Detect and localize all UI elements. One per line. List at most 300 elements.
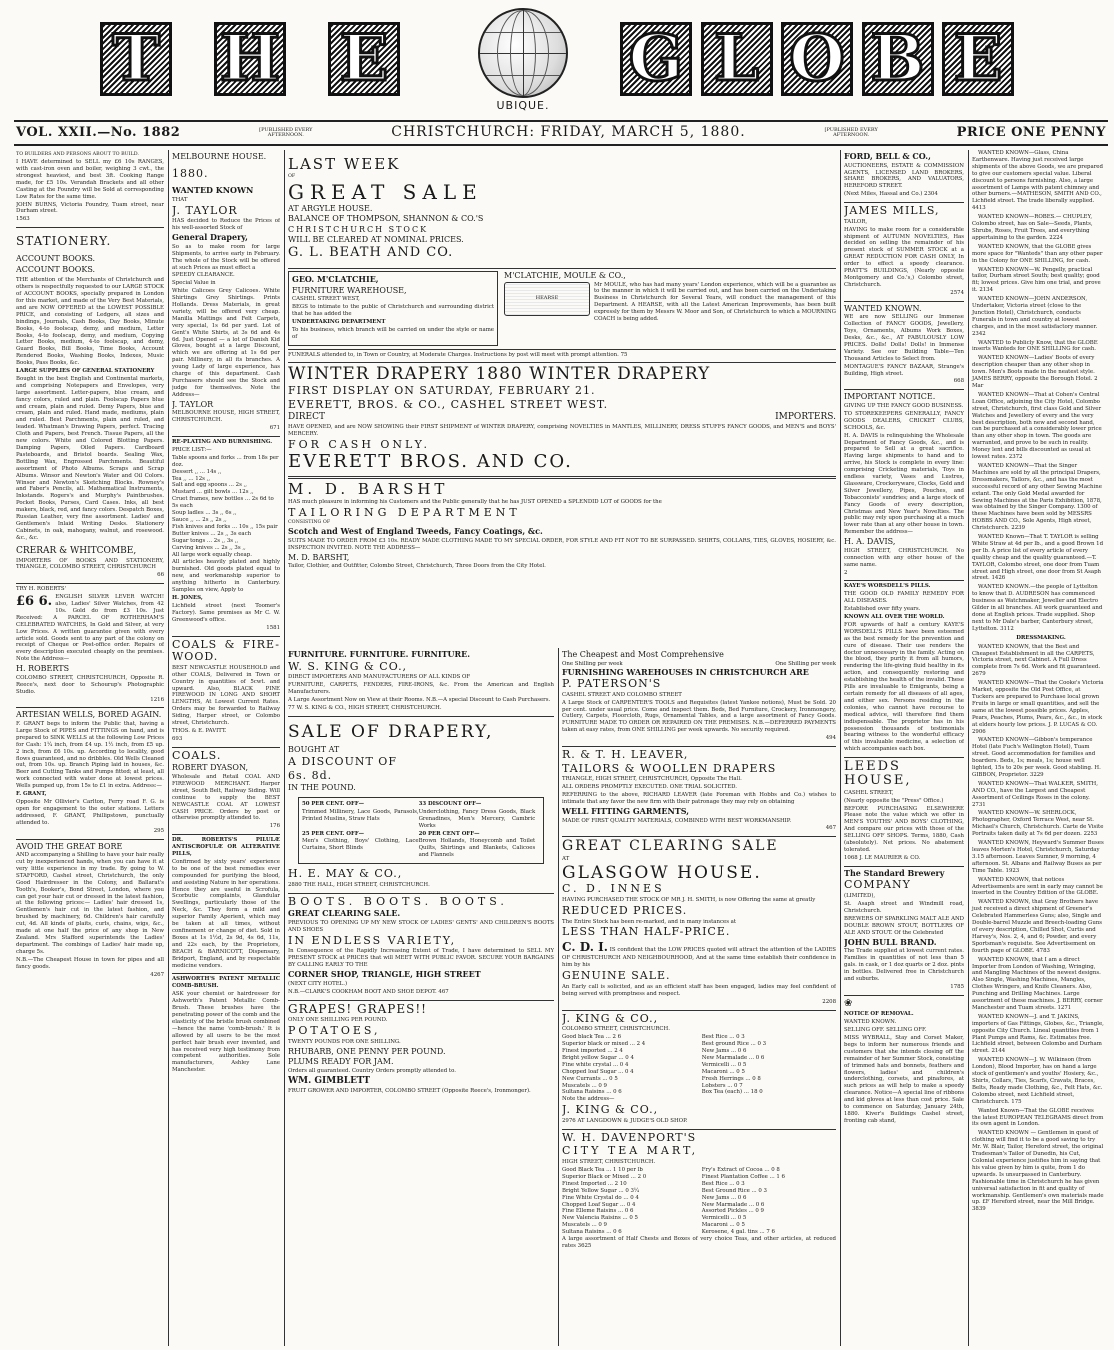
ad-heading: FURNITURE. FURNITURE. FURNITURE. — [288, 649, 471, 659]
wanted-item: WANTED KNOWN—That the Cooke's Victoria Market, opposite the Old Post Office, at Tuckers are prepared to Purchase local grown Fruits in large or small quantities, and sell the same at the lowest possible prices. Apples, Pears, Peaches, Plums, Pears, &c., &c., in stock at elders hourly low prices. J. P. LUCAS & CO. 2906 — [972, 680, 1104, 735]
ad-heading: The Cheapest and Most Comprehensive — [562, 650, 724, 659]
ad-subheading: UNDERTAKING DEPARTMENT — [292, 318, 386, 325]
ad-subheading: LESS THAN HALF-PRICE. — [562, 925, 731, 939]
ad-body: H. A. DAVIS is relinquishing the Wholesale Department of Fancy Goods, &c., and is prepared to Sell at a great sacrifice. Having large shipments to hand and to arrive, his Stock is complete in every line: comprising Cricketing materials, Toys in endless variety, Vases and Lustres, Glassware, Crockeryware, Clocks, Gold and Silver Jewellery, Pipes, Pouches, and Tobacconists' sundries; and a large stock of Fancy Goods of every description, Christmas and New Year's Novelties. The public may rely upon purchasing at a much lower rate than at any other house in town. Remember the address— — [844, 432, 964, 536]
price-row: Macaroni ... 0 5 — [701, 1222, 745, 1229]
ad-subheading: DIRECT IMPORTERS AND MANUFACTURERS OF ALL KINDS OF — [288, 674, 471, 681]
masthead-letter: O — [781, 22, 853, 96]
ad-subheading: FURNITURE WAREHOUSE, — [292, 285, 407, 295]
wanted-item: WANTED KNOWN—JOHN ANDERSON, Undertaker, Victoria street (close to the Junction Hotel), Christchurch, conducts Funerals in town and country at lowest charges, and in the most satisfactory manner. 2342 — [972, 296, 1098, 337]
masthead — [100, 8, 1014, 112]
ad-subheading: AT ARGYLE HOUSE. — [288, 203, 373, 213]
column-2 — [170, 150, 282, 1346]
ad-firm-name: H. A. DAVIS, — [844, 537, 896, 547]
ad-heading: WANTED KNOWN. — [844, 303, 922, 313]
ad-firm-name: J. KING & CO., — [562, 1103, 659, 1117]
ad-heading: GREAT CLEARING SALE — [562, 838, 779, 855]
price-row: Dessert ,, ... 14s ,, — [172, 468, 222, 475]
masthead-letter: H — [214, 22, 286, 96]
ad-subheading: TO STOREKEEPERS GENERALLY, FANCY GOODS DEALERS, CRICKET CLUBS, SCHOOLS, &c. — [844, 410, 964, 431]
price-row: Cruet frames, new bottles ... 2s 6d to 5s each — [172, 496, 274, 510]
wanted-item: WANTED KNOWN—That WALKER, SMITH, AND CO., have the Largest and Cheapest Assortment of Ceilings Roses in the colony. 2731 — [972, 780, 1098, 808]
ad-note: A large assortment of Half Chests and Boxes of very choice Teas, and other articles, at reduced rates 3625 — [562, 1236, 836, 1249]
price-row: Best Ground Rice ... 0 3 — [701, 1187, 767, 1194]
price-row: Fry's Extract of Cocoa ... 0 8 — [701, 1166, 780, 1173]
ad-body: Mr MOULE, who has had many years' London experience, which will be a guarantee as to the manner in which it will be carried out, and has been carried on the Undertaking Business in Christchurch for Several Years, will conduct the management of this Department. A HEARSE, with all the Latest American Improvements, has been built expressly for them by Messrs W. Moor and Son, of Christchurch to which a MOURNING COACH is being added. — [594, 281, 836, 323]
price-row: Finest Imported ... 2 10 — [562, 1180, 627, 1187]
ad-number: 2208 — [822, 998, 836, 1005]
ad-sale-of-drapery — [288, 717, 554, 894]
ad-subheading: PRICE LIST:— — [172, 446, 212, 453]
ad-mclatchie — [288, 269, 836, 350]
ad-body: WE are now SELLING our Immense Collection of FANCY GOODS, Jewellery, Toys, Ornaments, Albums Work Boxes, Desks, &c., &c., AT FABULOUSLY LOW PRICES. Dolls! Dolls! Dolls! in Immense Variety. See our Building Table—Ten Thousand Articles to Select from. — [844, 314, 964, 362]
ad-removal-notice — [844, 996, 964, 1129]
ad-barsht — [288, 479, 836, 574]
price-row: Macaroni ... 0 5 — [701, 1068, 745, 1075]
discount-list: Trimmed Millinery, Lace Goods, Parasols, Printed Muslins, Straw Hats — [302, 808, 419, 822]
ad-body: In Consequence of the Rapidly Increasing Extent of Trade, I have determined to SELL MY PRESENT STOCK at PRICES that will MEET WITH PUBLIC FAVOR. SECURE YOUR BARGAINS BY CALLING EARLY TO THE — [288, 948, 554, 969]
discount-list: Brown Hollands, Honeycomb and Toilet Quilts, Shirtings and Blankets, Calicoes and Flannels — [418, 838, 536, 859]
discount-list: Underclothing, Fancy Dress Goods, Black Grenadines, Men's Mercery, Cambric Works — [418, 808, 536, 829]
wanted-item: WANTED KNOWN—W. SHERLOCK, Photographer, Oxford Terrace West, near St. Michael's Church, Christchurch. Carte de Visite Portraits taken daily at 7s 6d per dozen. 2253 — [972, 810, 1104, 838]
ad-subheading: WELL FITTING GARMENTS, — [562, 805, 690, 816]
price-row: New Jams ... 0 6 — [701, 1194, 747, 1201]
ad-firm-name: COMPANY — [844, 878, 911, 892]
ad-subheading: GENUINE SALE. — [562, 969, 671, 983]
ad-number: 668 — [953, 378, 964, 385]
ad-body: A Large Assortment Now on View at their Rooms. N.B.—A special Discount to Cash Purchasers. — [288, 696, 551, 703]
ad-body: ENGLISH SILVER LEVER WATCH! also, Ladies' Silver Watches, from 42 10s. Gold do from £3 10s. Just Received: A PARCEL OF ROTHERHAM'S CELEBRATED WATCHES, In Gold and Silver, at very Low Prices. A written guarantee given with every article sold. Goods sent to any part of the colony on receipt of Cheque or Post-office order. Repairs of every description executed cheaply on the premises. Note the Address— — [16, 594, 164, 663]
price-row: Muscatels ... 0 9 — [562, 1082, 607, 1089]
ad-address: CASHEL STREET WEST, — [292, 296, 360, 303]
ad-firm-name: F. GRANT, — [16, 791, 47, 798]
globe-icon — [478, 8, 568, 98]
ad-heading: TO BUILDERS AND PERSONS ABOUT TO BUILD. — [16, 152, 139, 157]
ad-montague — [844, 302, 964, 391]
ad-number: 467 — [825, 825, 836, 832]
wanted-item: WANTED KNOWN, that notices Advertisements are sent in early may cannot be inserted in the Country Edition of the GLOBE. — [972, 876, 1103, 897]
price-row: Lobsters ... 0 7 — [701, 1082, 743, 1089]
ad-subheading: WILL BE CLEARED AT NOMINAL PRICES. — [288, 235, 464, 245]
price-row: Best ground Rice ... 0 3 — [701, 1041, 767, 1048]
ad-firm-name: CRERAR & WHITCOMBE, — [16, 545, 137, 556]
masthead-left-word — [100, 22, 400, 96]
ad-signature: 1068 J. LE MAURIER & CO. — [844, 854, 921, 861]
ad-address: FRUIT GROWER AND IMPORTER, COLOMBO STREET (Opposite Reece's, Ironmonger). — [288, 1087, 531, 1094]
ad-firm-name: WM. GIMBLETT — [288, 1075, 371, 1086]
price-row: Carving knives ... 2s ,, 3s ,, — [172, 544, 246, 551]
ad-subheading: (NEXT CITY HOTEL.) — [288, 980, 348, 987]
ad-body: Bought in the best English and Continental markets, and comprising Notepapers and Envelopes, very large assortment. Letter-papers, blue cream, and fancy colors, ruled and plain. Foolscap Papers blue and cream, plain and ruled. Demy Papers, blue and cream, plain and ruled. Hand made, mediums, plain and ruled. Best Parchments, plain and ruled, and leaded. Whatman's Drawing Papers, perfect. Tracing Cloth and Papers, best French. Tissue Papers, all the new colors. White and Colored Blotting Papers. Damping Papers, Oiled Papers. Cardboard Pasteboards, and Bristol boards. Sealing Wax, Bottling Wax, Engrossed Parchments. Beautiful assortment of Photo Albums. Scraps and Scrap Albums. Winsor and Newton's Water and Oil Colors. Winsor and Newton's Sketching Blocks. Rowney's and Faber's Pencils, all. Mathematical Instruments, Inkstands. Rogers's and Murphy's Paintbrushes. Pocket Books, Purses, Card Cases. Inks, all best makers, black, red, and fancy colors. Despatch Boxes, Russian Leather, very fine assortment. Ladies' and Gentlemen's Inlaid Writing Desks. Stationery Cabinets, in oak, mahogany, walnut, and rosewood. &c., &c. — [16, 375, 164, 541]
ad-glasgow-house — [562, 837, 836, 1010]
ad-heading: AVOID THE GREAT BORE — [16, 841, 123, 851]
ad-body: FUNERALS attended to, in Town or Country, at Moderate Charges. Instructions by post will meet with prompt attention. 75 — [288, 351, 628, 358]
ad-number: 1581 — [266, 624, 280, 631]
ad-body: C. D. I. IS confident that the LOW PRICES quoted will attract the attention of the LADIES OF CHRISTCHURCH AND NEIGHBOURHOOD, And at the same time establish their confidence in him by his — [562, 940, 836, 969]
ad-address: COLOMBO STREET, CHRISTCHURCH, Opposite R. Reece's, next door to Schourup's Photographic Studio. — [16, 674, 164, 695]
ad-subheading: (LIMITED), — [844, 893, 876, 900]
ad-heading: POTATOES, — [288, 1024, 381, 1038]
wanted-item: WANTED KNOWN, that Gray Brothers have just received a direct shipment of Greener's Celebrated Hammerless Guns; also, Single and Double-barrel Muzzle and Breech-loading Guns of every description, Chilled Shot, Curtis and Harvey's, Nos. 2, 4, and 6; Powder, and every Sportsman's requisite. See Advertisement on fourth page of GLOBE. 4783 — [972, 899, 1103, 954]
price-row: Fine white crystal ... 0 4 — [562, 1061, 629, 1068]
ad-firm-name: FORD, BELL & CO., — [844, 151, 931, 161]
price-row: Fish knives and forks ... 10s ,, 15s pair — [172, 523, 278, 530]
ad-body: AUCTIONEERS, ESTATE & COMMISSION AGENTS, LICENSED LAND BROKERS, SHARE BROKERS, AND VALUATORS, HEREFORD STREET. — [844, 162, 964, 190]
ad-heading: RHUBARB, ONE PENNY PER POUND. — [288, 1046, 446, 1056]
ad-coals-firewood — [172, 637, 280, 748]
volume-number: VOL. XXII.—No. 1882 — [16, 124, 181, 140]
ad-roberts-pills — [172, 835, 280, 974]
ad-funerals-line — [288, 350, 836, 364]
wanted-item: WANTED KNOWN, that I am a direct Importer from London of Washing, Wringing, and Mangling Machines of the newest designs. Also Single, Washing Machines, Mangles, Clothes Wringers, and Knife Cleaners. Also, Punching and Drilling Machines. Large assortment of these machines. J. BERRY, corner Manchester and Tuam streets. 1271 — [972, 956, 1103, 1011]
royal-arms-icon: ❀ — [844, 997, 853, 1009]
ad-firm-name: M'CLATCHIE, MOULE & CO., — [504, 270, 626, 280]
ad-firm-name: LEEDS HOUSE, — [844, 759, 912, 789]
ad-note: Note the address— — [562, 1096, 615, 1103]
ad-address: Lichfield street (next Toomer's Factory). Same premises as Mr C. W. Greenwood's office. — [172, 602, 280, 623]
ad-firm-name: M. D. BARSHT — [288, 480, 449, 499]
wanted-item: WANTED KNOWN — Gentlemen in quest of clothing will find it to be a good saving to try Mr. W. Blair, Tailor, Hereford street, the original Tradesman's Tailor of Dunedin, his Cut, Colonial experience justifies him in saying that his value given by him is quite, from 1 do upwards. Is unsurpassed in Canterbury. Fashionable time in Christchurch he has given universal satisfaction in fit and quality of workmanship. Gentlemen's own materials made up. £F Hereford street, near the Mill Bridge. 3839 — [972, 1130, 1104, 1213]
ad-footnote: N.B.—The Cheapest House in town for pipes and all fancy goods. — [16, 956, 164, 970]
discount-label: 50 PER CENT. OFF— — [302, 800, 365, 807]
price-row: Chopped loaf Sugar ... 0 4 — [562, 1068, 634, 1075]
column-rule — [558, 648, 559, 1346]
column-1 — [14, 150, 166, 1346]
ad-subheading: FIRST DISPLAY ON SATURDAY, FEBRUARY 21. — [288, 384, 596, 398]
price-row: Good black Tea ... 2 6 — [562, 1034, 622, 1041]
ad-body: To his business, which branch will be carried on under the style or name of — [292, 326, 494, 340]
hearse-illustration-icon: HEARSE — [504, 282, 590, 316]
ad-heading: DR. ROBERTS'S PILULÆ ANTISCROFULÆ OR ALTERATIVE PILLS, — [172, 837, 280, 858]
center-top — [286, 150, 838, 646]
ad-body: HAS much pleasure in informing his Customers and the Public generally that he has JUST OPENED a SPLENDID LOT of GOODS for the — [288, 498, 662, 505]
ad-subheading: TAILORS & WOOLLEN DRAPERS — [562, 761, 777, 775]
ad-body: A Large Stock of CARPENTER'S TOOLS and Requisites (latest Yankee notions), Must be Sold. 20 per cent. under usual price. Come and inspect them. Beds, Bed Furniture, Crockery, Ironmongery, Cutlery, Carpets, Floorcloth, Rugs, Ornamental Tables, and a large assortment of Fancy Goods. FURNITURE MADE TO ORDER OR REPAIRED ON THE PREMISES. N.B.—DEFERRED PAYMENTS taken at easy rates, from ONE SHILLING per week upwards. No security required. — [562, 699, 836, 734]
ad-subheading: A DISCOUNT OF — [288, 755, 397, 769]
price-row: Bright yellow Sugar ... 0 4 — [562, 1054, 634, 1061]
ad-body: BEGS to intimate to the public of Christchurch and surrounding district that he has added the — [292, 304, 494, 317]
ad-subheading: KNOWN ALL OVER THE WORLD. — [844, 614, 945, 621]
price-row: Sultana Raisins ... 0 6 — [562, 1229, 622, 1236]
ad-subheading: SPEEDY CLEARANCE. — [172, 272, 235, 279]
ad-subheading: TAILOR, — [844, 218, 868, 225]
price-label: PRICE ONE PENNY — [956, 124, 1106, 140]
ad-subheading: GREAT CLEARING SALE. — [288, 908, 401, 919]
ad-address: Opposite Mr Ollivier's Carlton, Ferry road F. G. is open for engagement to the outer stations. Letters addressed, F. GRANT, Phillipstown, punctually attended to. — [16, 798, 164, 826]
ad-kayes-pills — [844, 581, 964, 758]
ad-heading: ASHWORTH'S PATENT METALLIC COMB-BRUSH. — [172, 976, 280, 990]
wanted-item: WANTED KNOWN—J. W. Wilkinson (from London), Blood Importer, has on hand a large stock of gentlemen's and youths' Hosiery, &c., Shirts, Collars, Ties, Scarfs, Cravats, Braces, Belts, Ready made Clothing, &c., Felt Hats, &c. Colombo street, next Lichfield street, Christchurch. 175 — [972, 1057, 1103, 1105]
discount-label: 33 DISCOUNT OFF— — [418, 800, 482, 807]
ad-body: HAVING PURCHASED THE STOCK OF MR J. H. SMITH, is now Offering the same at greatly — [562, 897, 816, 904]
price-row: Good Black Tea ... 1 10 per lb — [562, 1166, 643, 1173]
discount-label: 20 PER CENT OFF— — [418, 830, 480, 837]
price-row: New Currants ... 0 5 — [562, 1075, 618, 1082]
column-4 — [560, 648, 838, 1346]
discount-box — [298, 797, 544, 864]
ad-subheading: Scotch and West of England Tweeds, Fancy Coatings, &c. — [288, 526, 543, 537]
ad-king-furniture — [288, 648, 554, 717]
ad-james-mills — [844, 203, 964, 302]
ad-address: IMPORTERS OF BOOKS AND STATIONERY, TRIANGLE, COLOMBO STREET, CHRISTCHURCH — [16, 557, 164, 571]
wanted-item: WANTED KNOWN—Ladies' Boots of every description cheaper than any other shop in town. Men's Boots made in the neatest style. JAMES BERRY, opposite the Borough Hotel. 2 Mar — [972, 355, 1098, 389]
ad-heading: STATIONERY. — [16, 234, 112, 249]
ad-heading: KAYE'S WORSDELL'S PILLS. — [844, 583, 931, 590]
ad-body: AND accompanying a Shilling to have your hair really cut by inexperienced hands, when you can have it at very little experience in my trade. By going to W. STAFFORD, Cashel street, Christchurch, the only Good Hairdresser in the Colony, and Ballarat's Tooth's, Booker's, Bond Street, London, where you can get your hair cut or dressed in the latest fashion, at the following prices:— Ladies' hair dressed 1s, Gentlemen's hair cut in the latest fashion, and brushed by machinery, 6d. Children's hair carefully cut, 4d. All kinds of plaits, curls, chains, wigs, &c., made at one half the price of any shop in New Zealand. Mrs Stafford superintends the Ladies' department. The combings of Ladies' hair made up, charge 5s. — [16, 852, 164, 955]
price-row: Sauce ,, ... 2s ,, 2s ,, — [172, 517, 227, 523]
ad-body: Orders all guaranteed. Country Orders promptly attended to. — [288, 1067, 456, 1074]
price-table — [562, 1167, 836, 1236]
ad-firm-name: W. H. DAVENPORT'S — [562, 1130, 697, 1144]
price-row: Fine White Crystal do ... 0 4 — [562, 1194, 639, 1201]
ad-paterson — [562, 648, 836, 747]
ad-heading: MELBOURNE HOUSE. — [172, 152, 267, 161]
ad-consisting: CONSISTING OF — [288, 520, 331, 526]
wanted-item: WANTED KNOWN—ROBES.— CHUPLEY, Colombo street, has on Sale—Seeds, Plants, Shrubs, Roses, Fruit Trees, and everything appertaining to the garden. 2224 — [972, 214, 1093, 241]
ad-subheading: FURNISHING WAREHOUSES IN CHRISTCHURCH ARE — [562, 666, 809, 677]
ad-stationery — [16, 228, 164, 584]
ad-boots — [288, 894, 554, 1001]
wanted-item: WANTED KNOWN—That at Cohen's Central Loan Office, adjoining the City Hotel, Colombo street, Christchurch, first class Gold and Silver Watches and Jewellery of every and the very best description, both new and second hand, can be purchased at a considerably lower price than any other shop in town. The goods are warranted, and prove to be such in reality. Money lent and bills discounted as usual at lowest rates. 2372 — [972, 391, 1102, 461]
ad-heading: COALS. — [172, 748, 222, 762]
wanted-item: WANTED KNOWN, that the GLOBE gives more space for "Wanteds" than any other paper in the Colony for ONE SHILLING, for cash. — [972, 243, 1103, 264]
column-rule — [840, 150, 841, 1346]
ad-winter-drapery — [288, 363, 836, 479]
ad-mclatchie-right — [504, 271, 836, 346]
ad-subheading: WANTED KNOWN. — [844, 1019, 897, 1026]
ad-firm-name: H. JONES, — [172, 594, 203, 601]
ad-heading: IMPORTANT NOTICE. — [844, 392, 936, 402]
ad-note: All large work equally cheap. — [172, 551, 252, 558]
ad-body: MISS WYBRALL, Stay and Corset Maker, begs to inform her numerous friends and customers that she intends closing off the remainder of her Summer Stock, consisting of trimmed hats and bonnets, feathers and flowers, ladies' and children's underclothing, corsets, and pinafores, at such prices as will help to make a speedy clearance. Notice—A special line of ribbons and kid gloves at less than cost price. Sale to commence on Saturday, January 24th, 1880. Kiver's Buildings Cashel street, fronting cab stand, — [844, 1035, 964, 1124]
ad-number: 1216 — [150, 696, 164, 703]
ad-number: 4267 — [150, 971, 164, 978]
ad-address: HIGH STREET, CHRISTCHURCH. — [562, 1159, 656, 1166]
price-row: New Marmalade ... 0 6 — [701, 1054, 765, 1061]
price-row: Superior Black or Mixed ... 2 0 — [562, 1173, 647, 1180]
ad-body: So as to make room for large Shipments, to arrive early in February. The whole of the Stock will be offered at such Prices as must effect a — [172, 243, 280, 271]
ad-address: COLOMBO STREET, CHRISTCHURCH. — [562, 1026, 670, 1033]
ad-heading: LAST WEEK — [288, 155, 401, 173]
ad-price: £6 6. — [16, 594, 53, 610]
column-3 — [286, 648, 556, 1346]
ad-firm-name: EVERETT BROS. AND CO. — [288, 451, 573, 473]
price-row: Soup ladles ... 3s ,, 6s ,, — [172, 510, 237, 517]
ad-subheading: TWENTY POUNDS FOR ONE SHILLING. — [288, 1038, 401, 1045]
ad-address: Tailor, Clothier, and Outfitter, Colombo Street, Christchurch, Three Doors from the City Hotel. — [288, 563, 546, 570]
ad-number: 494 — [825, 735, 836, 742]
wanted-section-heading: DRESSMAKING. — [1016, 634, 1066, 641]
wanted-item: WANTED KNOWN—J. and T. JAKINS, importers of Gas Fittings, Globes, &c., Triangle, opposite City Church. Lineal quantities from 1 Plant Pumps and Rams, &c. Estimates free. Lichfield street, between Colombo and Durham street. 2144 — [972, 1013, 1104, 1055]
ad-firm-name: P. PATERSON'S — [562, 677, 662, 691]
ad-firm-name: JAMES MILLS, — [844, 204, 940, 218]
column-6-wanted-known — [970, 150, 1106, 1346]
ad-that: THAT — [172, 196, 188, 203]
ad-body: F. GRANT begs to inform the Public that, having a Large Stock of PIPES and FITTINGS on hand, and is prepared to SINK WELLS at the following Low Prices for Cash: 1¼ inch, from £4 up. 1½ inch, from £5 up. 2 inch, from £6 10s. up. According to locality, good flows guaranteed, and no dribbles. Old Wells Cleaned out, from 10s. up. Branch Piping laid in houses, &c. Beer and Cutting Tanks and Pumps fitted; at least, all work connected with water done at lowest prices. Wells pumped up, from 15s to £1 in extra. Address:— — [16, 721, 164, 790]
price-row: Table spoons and forks ... from 18s per doz. — [172, 454, 279, 468]
ad-heading: SALE OF DRAPERY, — [288, 721, 494, 742]
ad-firm-name: ROBERT DYASON, — [172, 763, 248, 773]
ad-intro: TRY H. ROBERTS' — [16, 586, 66, 593]
ad-body: REFERRING to the above, RICHARD LEAVER (late Foreman with Hobbs and Co.) wishes to intimate that any favor the new firm with their patronage they may rely on obtaining — [562, 792, 836, 806]
masthead-letter: E — [328, 22, 400, 96]
ad-address: 2976 AT LANGDOWN & JUDGE'S OLD SHOP. — [562, 1117, 688, 1124]
ad-firm-name: J. TAYLOR — [172, 203, 238, 217]
wanted-item: WANTED Known—That T. TAYLOR is selling White Straw at 4d per lb., and a good Brown 1d per lb. A price list of every article of every quality cheap and the quality guaranteed.—T. TAYLOR, Colombo street, one door from Tuam street and High street, one door from St Asaph street. 1426 — [972, 534, 1104, 582]
ad-leaver — [562, 747, 836, 837]
price-row: Tea ,, ... 12s ,, — [172, 475, 211, 482]
ad-burns — [16, 150, 164, 228]
ad-firm-name: M. D. BARSHT, — [288, 552, 350, 562]
column-5 — [842, 150, 966, 1346]
ad-importers: IMPORTERS. — [775, 412, 836, 423]
price-row: Best Rice ... 0 3 — [701, 1180, 745, 1187]
ad-body: BEFORE PURCHASING ELSEWHERE Please note the value which we offer in MEN'S YOUTHS' AND BOYS' CLOTHING, And compare our prices with those of the SELLING OFF SHOPS. Terms, 1880, Cash (absolutely). Net prices. No abatement tolerated. — [844, 805, 964, 854]
ad-number: 2 — [844, 569, 848, 576]
ad-year: 1880. — [172, 166, 209, 180]
masthead-letter: B — [862, 22, 934, 96]
column-rule — [968, 150, 969, 1346]
ad-firm-name: J. TAYLOR — [172, 399, 214, 409]
ad-body: FOR upwards of half a century KAYE'S WORSDELL'S PILLS have been esteemed as the best remedy for the prevention and cure of disease. Their use renders the doctor unnecessary in the family. Acting on the blood, they purify it from all humors, rendering the life-giving fluid healthy in its action, and consequently restoring and establishing the health of the invalid. These Pills are invaluable to Emigrants, being a certain remedy for all diseases of all ages, and either sex. Persons residing in the colonies, who cannot have recourse to medical advice, will therefore find them indispensable. The proprietor has in his possession thousands of testimonials bearing witness to the wonderful efficacy of this invaluable medicine, a selection of which accompanies each box. — [844, 621, 964, 753]
ad-number: 176 — [269, 823, 280, 830]
masthead-letter: E — [942, 22, 1014, 96]
ad-address: CASHEL STREET, — [844, 789, 894, 796]
ad-subheading: REDUCED PRICES. — [562, 903, 688, 917]
ad-heading: RE-PLATING AND BURNISHING. — [172, 439, 273, 446]
ad-replating — [172, 437, 280, 636]
ad-direct: DIRECT — [288, 412, 326, 423]
ad-address: MELBOURNE HOUSE, HIGH STREET, CHRISTCHURCH. — [172, 410, 280, 424]
ad-terms: One Shilling per week — [775, 660, 836, 667]
price-row: Finest imported ... 2 4 — [562, 1048, 623, 1054]
ad-body: FURNITURE, CARPETS, FENDERS, FIRE-IRONS, &c. From the American and English Manufacturers. — [288, 682, 554, 696]
ad-number: 295 — [153, 827, 164, 834]
ad-subheading: BALANCE OF THOMPSON, SHANNON & CO.'S — [288, 214, 484, 224]
ad-heading: NOTICE OF REMOVAL. — [844, 1011, 914, 1018]
ad-body: HAVING to make room for a considerable shipment of AUTUMN NOVELTIES, Has decided on selling the remainder of his present stock of SUMMER STOCK at a GREAT REDUCTION FOR CASH ONLY, In order to effect a speedy clearance. PRATT'S BUILDINGS, (Nearly opposite Montgomery and Co.'s,) Colombo street, Christchurch. — [844, 226, 964, 288]
ad-subheading: ACCOUNT BOOKS. — [16, 264, 96, 274]
ad-firm-name: G. L. BEATH AND CO. — [288, 245, 454, 260]
ad-body: THE attention of the Merchants of Christchurch and others is respectfully requested to our LARGE STOCK of ACCOUNT BOOKS, specially prepared in London for this market, and made of the Very Best Materials, and are NOW OFFERED at the LOWEST POSSIBLE PRICE, and consisting of Ledgers, all sizes and bindings, Journals, Cash Books, Day Books, Minute Books, 4-to foolscap, demy, and medium, Letter Books, 4-to foolscap, demy, and medium, Copying Letter Books, medium, 4-to foolscap, and demy, Guard Books, Bill Books, Time Books, Account Rendered Books, Washing Books, Indexes, Music Books, Pass Books, &c. — [16, 277, 164, 367]
ad-address: (Next Miles, Hassal and Co.) 2304 — [844, 191, 938, 198]
ad-firm-name: EVERETT, BROS. & CO., CASHEL STREET WEST. — [288, 397, 609, 411]
ad-argyle-sale — [288, 150, 836, 269]
masthead-motto: UBIQUE. — [496, 99, 550, 112]
ad-subheading: WANTED KNOWN — [172, 185, 254, 196]
ad-body: I HAVE determined to SELL my £6 10s RANGES, with cast-iron oven and boiler, weighing 3 cwt., the strongest heaviest, and best 3ft. Cooking Range made, for £5 10s. Verandah Brackets and all other Casting at the Foundry will be Sold at corresponding Low Rates for the same time. — [16, 159, 164, 200]
price-row: Finest Plantation Coffee ... 1 6 — [701, 1173, 785, 1180]
ad-jking — [562, 1011, 836, 1130]
price-row: New Jams ... 0 6 — [701, 1048, 747, 1054]
ad-heading: PLUMS READY FOR JAM. — [288, 1057, 394, 1067]
ad-firm-name: H. ROBERTS — [16, 664, 70, 674]
ad-number: 66 — [157, 572, 164, 579]
price-row: Chopped Loaf Sugar ... 0 4 — [562, 1201, 636, 1208]
publication-note-right: [PUBLISHED EVERY AFTERNOON. — [824, 126, 878, 138]
ad-body: White Calicoes Grey Calicoes. White Shirtings Grey Shirtings. Prints Hollands. Dress Materials, in great variety, will be offered very cheap. Manilla Mattings and Felt Carpets, very special, 1s 6d per yard. Lot of Gent's White Shirts, at 3s 6d and 4s 6d. Just Opened — a lot of Danish Kid Gloves, bought at a large Discount, which we are offering at 1s 6d per pair. Millinery, in all its branches. A young Lady of large experience, has charge of this department. Cash Purchasers should see the Stock and judge for themselves. Note the Address— — [172, 288, 280, 398]
masthead-right-word — [620, 22, 1014, 96]
ad-subheading: CORNER SHOP, TRIANGLE, HIGH STREET — [288, 969, 481, 980]
ad-body: PREVIOUS TO OPENING UP MY NEW STOCK OF LADIES' GENTS' AND CHILDREN'S BOOTS AND SHOES — [288, 919, 554, 933]
price-row: Mustard ... gilt bowls ... 12s ,, — [172, 489, 254, 496]
ad-terms: One Shilling per week — [562, 660, 623, 667]
ad-firm-name: The Standard Brewery — [844, 867, 945, 878]
city-date: CHRISTCHURCH: FRIDAY, MARCH 5, 1880. — [391, 124, 746, 141]
price-row: Fresh Herrings ... 0 8 — [701, 1075, 761, 1082]
ad-address: HIGH STREET, CHRISTCHURCH. No connection with any other house of the same name. — [844, 547, 964, 568]
ad-number: 1563 — [16, 216, 30, 223]
masthead-letter: L — [701, 22, 773, 96]
ad-note: Established over fifty years. — [844, 606, 921, 613]
price-row: Box Tea (each) ... 18 0 — [701, 1089, 763, 1096]
ad-body: Wholesale and Retail COAL AND FIREWOOD MERCHANT. Harper street, South Belt, Railway Siding. Will continue to supply the BEST NEWCASTLE COAL AT LOWEST CASH PRICE. Orders by post or otherwise promptly attended to. — [172, 773, 280, 822]
ad-address: 2880 THE HALL, HIGH STREET, CHRISTCHURCH. — [288, 881, 430, 888]
ad-subheading: IN ENDLESS VARIETY, — [288, 933, 457, 947]
ad-subheading: THE GOOD OLD FAMILY REMEDY FOR ALL DISEASES. — [844, 591, 964, 605]
ad-melbourne-house — [172, 150, 280, 437]
wanted-item: WANTED KNOWN—W. Pengelly, practical tailor, Durham street South; best quality; good fit; lowest prices. Give him one trial, and prove it. 2134 — [972, 266, 1101, 294]
price-row: Muscatels ... 0 9 — [562, 1222, 607, 1229]
price-row: Sultana Raisins ... 0 6 — [562, 1089, 622, 1096]
ad-firm-name: R. & T. H. LEAVER, — [562, 748, 689, 762]
ad-note: N.B.—CLARK'S COOKHAM BOOT AND SHOE DEPOT. 467 — [288, 988, 449, 995]
ad-heading: COALS & FIRE-WOOD. — [172, 637, 280, 664]
ad-subheading: SELLING OFF. SELLING OFF. — [844, 1027, 927, 1034]
ad-subheading: ACCOUNT BOOKS. — [16, 254, 96, 264]
column-rule — [168, 150, 169, 1346]
ad-firm-name: THOS. & E. PAVITT. — [172, 727, 227, 734]
wanted-item: WANTED KNOWN, that the Best and Cheapest Establishment in all the CARPETS, Victoria street, next Cabinet. A Full Dress complete from 7s 6d. Work and fit guaranteed. 2679 — [972, 643, 1101, 678]
wanted-item: WANTED KNOWN.—the people of Lyttelton to know that D. AUDRESON has commenced business as Watchmaker, Jeweller and Electro Gilder in all branches. All work guaranteed and done at English prices. Trade supplied. Shop next to Mr Dale's barber, Canterbury street, Lyttelton. 3112 — [972, 584, 1103, 632]
masthead-letter: G — [620, 22, 692, 96]
ad-subheading: GIVING UP THE FANCY GOOD BUSINESS. — [844, 402, 964, 409]
ad-amount: 6s. 8d. — [288, 768, 333, 782]
ad-body: BEST NEWCASTLE HOUSEHOLD and other COALS, Delivered in Town or Country in quantities of 5cwt. and upward. Also, BLACK PINE FIREWOOD IN LONG AND SHORT LENGTHS, At Lowest Current Rates. Orders may be forwarded to Railway Siding, Harper street, or Colombo street, Christchurch. — [172, 664, 280, 727]
ad-roberts-watches — [16, 584, 164, 708]
price-row: Kerosene, 4 gal. tins ... 7 6 — [701, 1229, 775, 1236]
column-rule — [284, 150, 285, 1346]
ad-heading: GLASGOW HOUSE. — [562, 862, 762, 883]
ad-hairdresser — [16, 840, 164, 983]
price-row: Vermicelli ... 0 5 — [701, 1215, 747, 1222]
ad-body: BREWERS OF SPARKLING MALT ALE AND DOUBLE BROWN STOUT, BOTTLERS OF ALE AND STOUT. Of the Celebrated — [844, 915, 964, 936]
ad-heading: GREAT SALE — [288, 179, 483, 204]
ad-address: CASHEL STREET AND COLOMBO STREET — [562, 691, 682, 698]
ad-firm-name: H. E. MAY & CO., — [288, 867, 403, 881]
ad-subheading: CITY TEA MART, — [562, 1144, 699, 1158]
ad-davenport — [562, 1130, 836, 1254]
ad-number: 75 — [620, 351, 628, 358]
ad-subheading: LARGE SUPPLIES OF GENERAL STATIONERY — [16, 368, 155, 375]
wanted-item: WANTED KNOWN—That the Singer Machines are sold by all the principal Drapers, Dressmakers, Tailors, &c., and has the most successful record of any other Sewing Machine extant. The only Gold Medal awarded for Sewing Machines at the Paris Exhibition, 1878, was obtained by the Singer Company. 1300 of these Machines have been sold by MESSRS HOBBS AND CO., Sole Agents, High street, Christchurch. 2239 — [972, 462, 1102, 532]
ad-heading: WINTER DRAPERY 1880 WINTER DRAPERY — [288, 364, 711, 385]
price-row: Superior black or mixed ... 2 4 — [562, 1041, 646, 1048]
price-row: Sugar tongs ... 2s ,, 3s ,, — [172, 537, 239, 544]
ad-leeds-house — [844, 758, 964, 867]
ad-firm-name: C. D. INNES — [562, 882, 665, 896]
ad-note: (Nearly opposite the "Press" Office.) — [844, 797, 944, 804]
ad-subheading: ONLY ONE SHILLING PER POUND. — [288, 1017, 388, 1024]
ad-body: The Entire Stock has been re-marked, and in many instances at — [562, 918, 737, 925]
ad-body: HAS decided to Reduce the Prices of his well-assorted Stock of — [172, 218, 280, 232]
price-table — [562, 1034, 836, 1096]
price-list — [172, 455, 280, 552]
ad-comb-brush — [172, 974, 280, 1078]
price-row: Salt and egg spoons ... 2s ,, — [172, 482, 248, 489]
ad-gimblett-fruit — [288, 1001, 554, 1099]
ad-body: SUITS MADE TO ORDER FROM £3 10s. READY MADE CLOTHING MADE TO MY SPECIAL ORDER, FOR STYLE AND FIT NOT TO BE SURPASSED. SHIRTS, COLLARS, TIES, GLOVES, HOSIERY, &c. INSPECTION INVITED. NOTE THE ADDRESS— — [288, 537, 836, 551]
